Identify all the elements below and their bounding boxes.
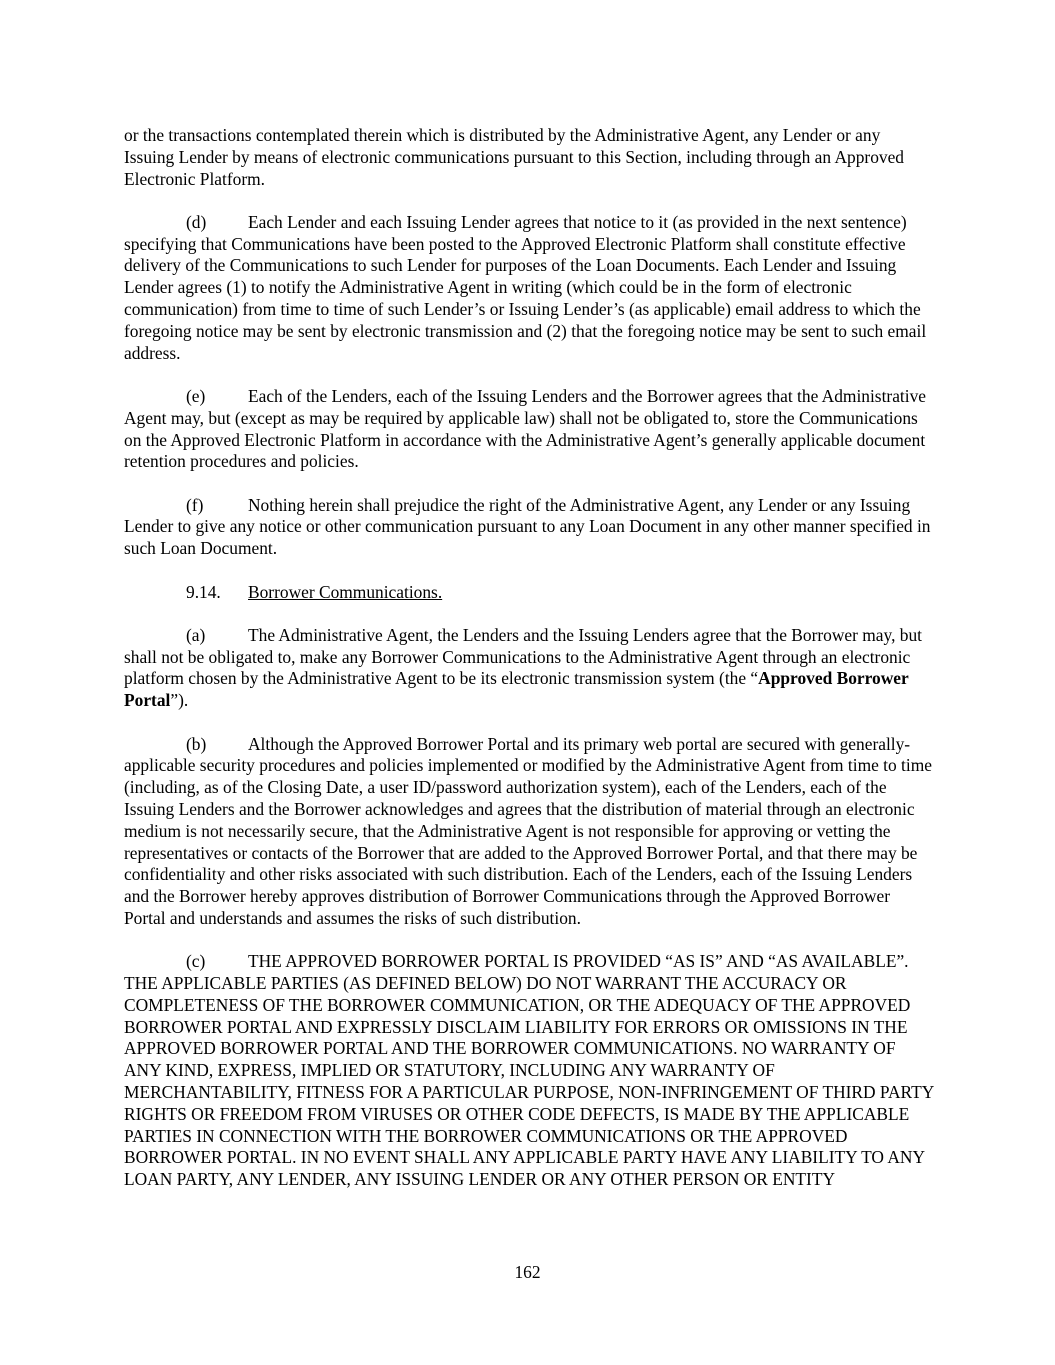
document-body [124,125,934,1212]
paragraph-a-label: (a) [186,624,206,645]
page-number: 162 [514,1262,541,1282]
paragraph-b-label: (b) [186,733,207,754]
paragraph-a [124,625,934,712]
paragraph-a-text: The Administrative Agent, the Lenders and the Issuing Lenders agree that the Borrower may, but shall not be obligated to, make any Borrower Communications to the Administrative Agent through an electronic platform chosen by the Administrative Agent to be its electronic transmission system (the “ [124,624,923,689]
paragraph-d-label: (d) [186,211,207,232]
section-heading [124,582,934,604]
section-number: 9.14. [186,581,221,602]
paragraph-f [124,495,934,560]
paragraph-intro-text: or the transactions contemplated therein which is distributed by the Administrative Agent, any Lender or any Issuing Lender by means of electronic communications pursuant to this Section, including through an Approved Electronic Platform. [124,125,905,189]
paragraph-intro [124,125,934,190]
paragraph-e-label: (e) [186,385,206,406]
paragraph-e [124,386,934,473]
paragraph-c-text: THE APPROVED BORROWER PORTAL IS PROVIDED “AS IS” AND “AS AVAILABLE”. THE APPLICABLE PARTIES (AS DEFINED BELOW) DO NOT WARRANT THE ACCURACY OR COMPLETENESS OF THE BORROWER COMMUNICATION, OR THE ADEQUACY OF THE APPROVED BORROWER PORTAL AND EXPRESSLY DISCLAIM LIABILITY FOR ERRORS OR OMISSIONS IN THE APPROVED BORROWER PORTAL AND THE BORROWER COMMUNICATIONS. NO WARRANTY OF ANY KIND, EXPRESS, IMPLIED OR STATUTORY, INCLUDING ANY WARRANTY OF MERCHANTABILITY, FITNESS FOR A PARTICULAR PURPOSE, NON-INFRINGEMENT OF THIRD PARTY RIGHTS OR FREEDOM FROM VIRUSES OR OTHER CODE DEFECTS, IS MADE BY THE APPLICABLE PARTIES IN CONNECTION WITH THE BORROWER COMMUNICATIONS OR THE APPROVED BORROWER PORTAL. IN NO EVENT SHALL ANY APPLICABLE PARTY HAVE ANY LIABILITY TO ANY LOAN PARTY, ANY LENDER, ANY ISSUING LENDER OR ANY OTHER PERSON OR ENTITY [124,951,934,1190]
defined-term-approved-borrower-portal: Approved Borrower Portal [124,668,909,711]
section-title: Borrower Communications. [248,581,443,602]
paragraph-b-text: Although the Approved Borrower Portal and its primary web portal are secured with generally-applicable security procedures and policies implemented or modified by the Administrative Agent from time to time (including, as of the Closing Date, a user ID/password authorization system), each of the Lenders, each of the Issuing Lenders and the Borrower acknowledges and agrees that the distribution of material through an electronic medium is not necessarily secure, that the Administrative Agent is not responsible for approving or vetting the representatives or contacts of the Borrower that are added to the Approved Borrower Portal, and that there may be confidentiality and other risks associated with such distribution. Each of the Lenders, each of the Issuing Lenders and the Borrower hereby approves distribution of Borrower Communications through the Approved Borrower Portal and understands and assumes the risks of such distribution. [124,733,932,928]
paragraph-b [124,734,934,930]
paragraph-c [124,951,934,1191]
paragraph-d-text: Each Lender and each Issuing Lender agrees that notice to it (as provided in the next sentence) specifying that Communications have been posted to the Approved Electronic Platform shall constitute effective delivery of the Communications to such Lender for purposes of the Loan Documents. Each Lender and Issuing Lender agrees (1) to notify the Administrative Agent in writing (which could be in the form of electronic communication) from time to time of such Lender’s or Issuing Lender’s (as applicable) email address to which the foregoing notice may be sent by electronic transmission and (2) that the foregoing notice may be sent to such email address. [124,211,927,363]
paragraph-a-text-end: ”). [170,690,189,711]
paragraph-f-text: Nothing herein shall prejudice the right of the Administrative Agent, any Lender or any Issuing Lender to give any notice or other communication pursuant to any Loan Document in any other manner specified in such Loan Document. [124,494,931,559]
paragraph-e-text: Each of the Lenders, each of the Issuing Lenders and the Borrower agrees that the Administrative Agent may, but (except as may be required by applicable law) shall not be obligated to, store the Communications on the Approved Electronic Platform in accordance with the Administrative Agent’s generally applicable document retention procedures and policies. [124,385,926,472]
paragraph-c-label: (c) [186,951,206,972]
paragraph-f-label: (f) [186,494,204,515]
paragraph-d [124,212,934,365]
